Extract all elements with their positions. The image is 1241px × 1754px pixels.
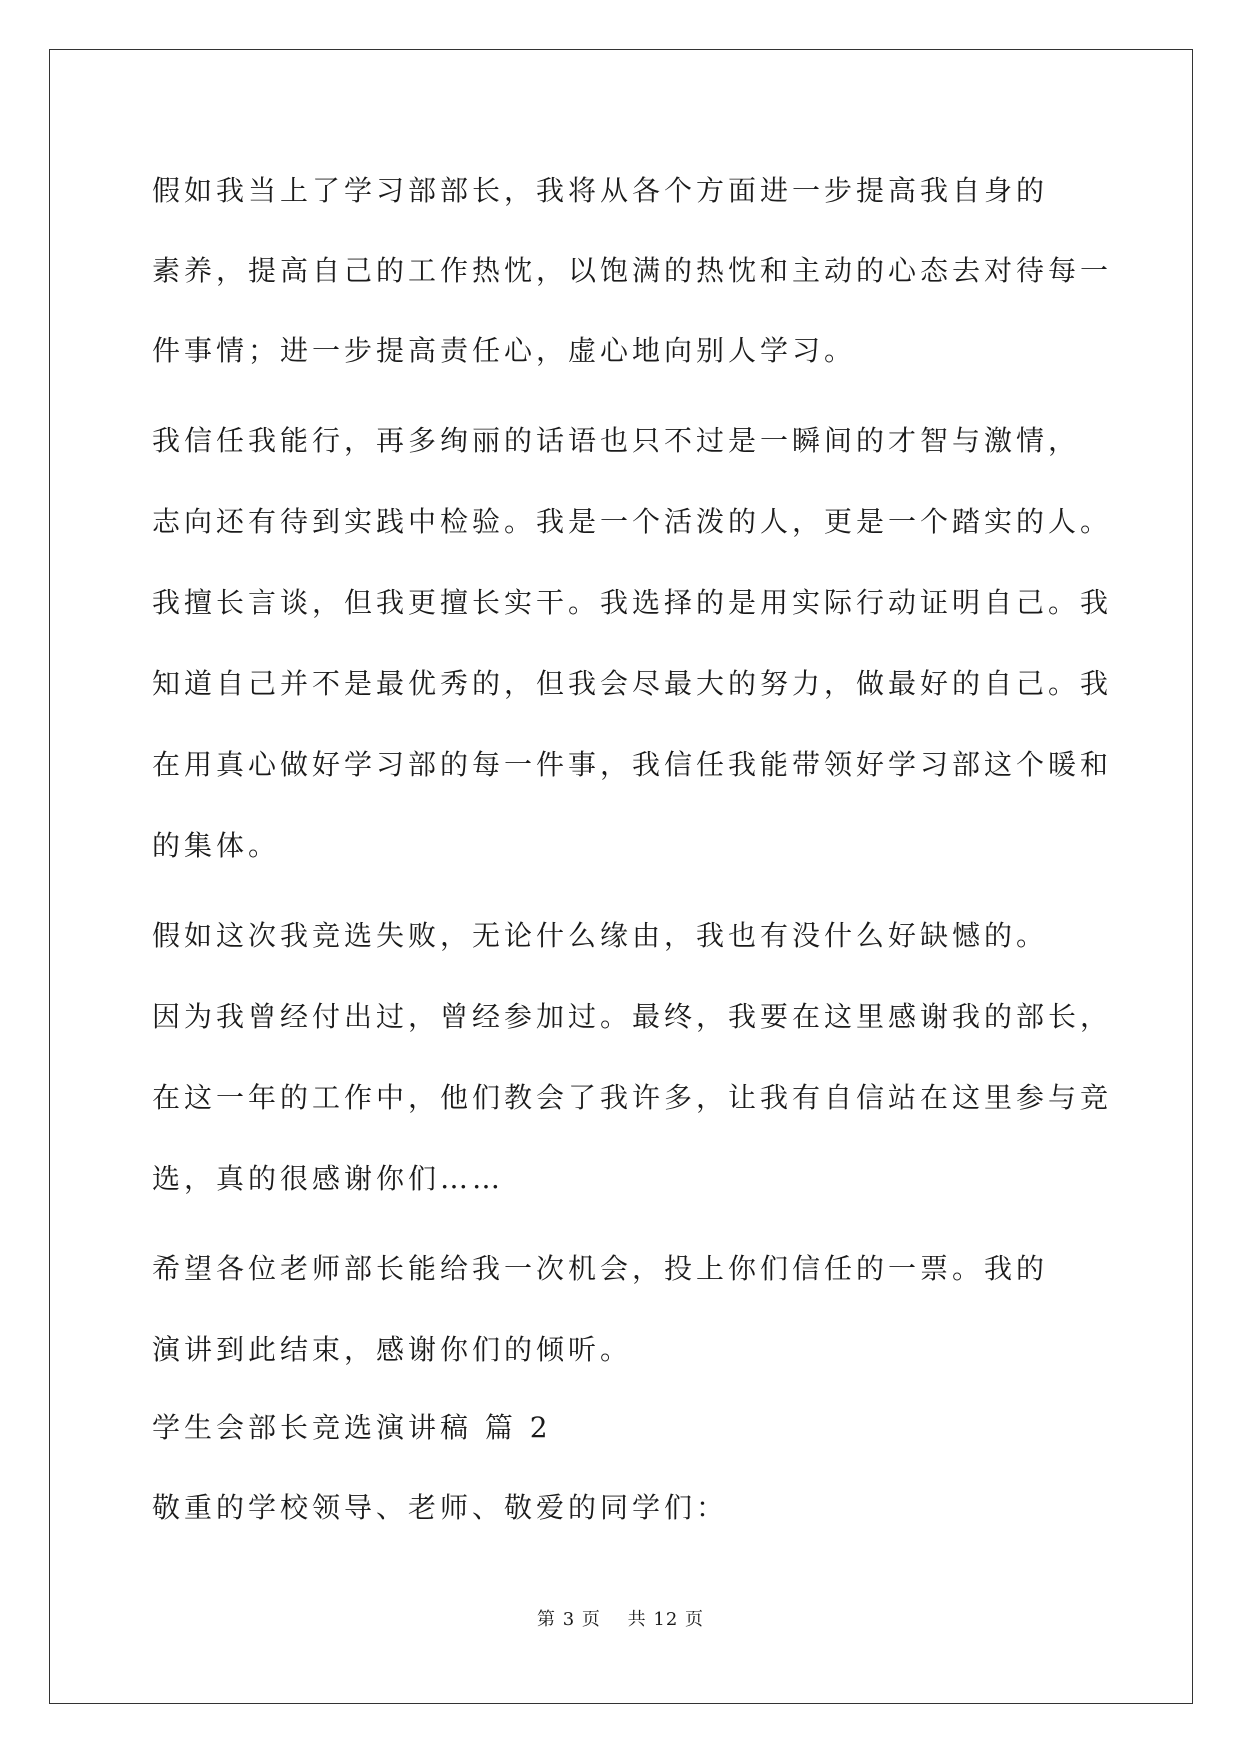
body-line: 假如我当上了学习部部长，我将从各个方面进一步提高我自身的 — [152, 174, 1049, 207]
body-line: 知道自己并不是最优秀的，但我会尽最大的努力，做最好的自己。我 — [152, 667, 1113, 700]
body-line: 志向还有待到实践中检验。我是一个活泼的人，更是一个踏实的人。 — [152, 505, 1113, 538]
salutation: 敬重的学校领导、老师、敬爱的同学们： — [152, 1491, 729, 1524]
section-heading: 学生会部长竞选演讲稿 篇 2 — [152, 1411, 552, 1444]
body-line: 假如这次我竞选失败，无论什么缘由，我也有没什么好缺憾的。 — [152, 919, 1049, 952]
body-line: 在这一年的工作中，他们教会了我许多，让我有自信站在这里参与竞 — [152, 1081, 1113, 1114]
body-line: 件事情；进一步提高责任心，虚心地向别人学习。 — [152, 334, 857, 367]
page-footer — [0, 1608, 1241, 1632]
body-line: 选，真的很感谢你们…… — [152, 1162, 505, 1195]
page-border — [49, 49, 1193, 1704]
body-line: 因为我曾经付出过，曾经参加过。最终，我要在这里感谢我的部长， — [152, 1000, 1113, 1033]
page-number: 第 3 页 — [537, 1609, 601, 1630]
body-line: 演讲到此结束，感谢你们的倾听。 — [152, 1333, 633, 1366]
body-line: 在用真心做好学习部的每一件事，我信任我能带领好学习部这个暖和 — [152, 748, 1113, 781]
body-line: 我信任我能行，再多绚丽的话语也只不过是一瞬间的才智与激情， — [152, 424, 1081, 457]
body-line: 希望各位老师部长能给我一次机会，投上你们信任的一票。我的 — [152, 1252, 1049, 1285]
body-line: 的集体。 — [152, 829, 281, 862]
body-line: 素养，提高自己的工作热忱，以饱满的热忱和主动的心态去对待每一 — [152, 254, 1113, 287]
body-line: 我擅长言谈，但我更擅长实干。我选择的是用实际行动证明自己。我 — [152, 586, 1113, 619]
page-total: 共 12 页 — [627, 1609, 704, 1630]
